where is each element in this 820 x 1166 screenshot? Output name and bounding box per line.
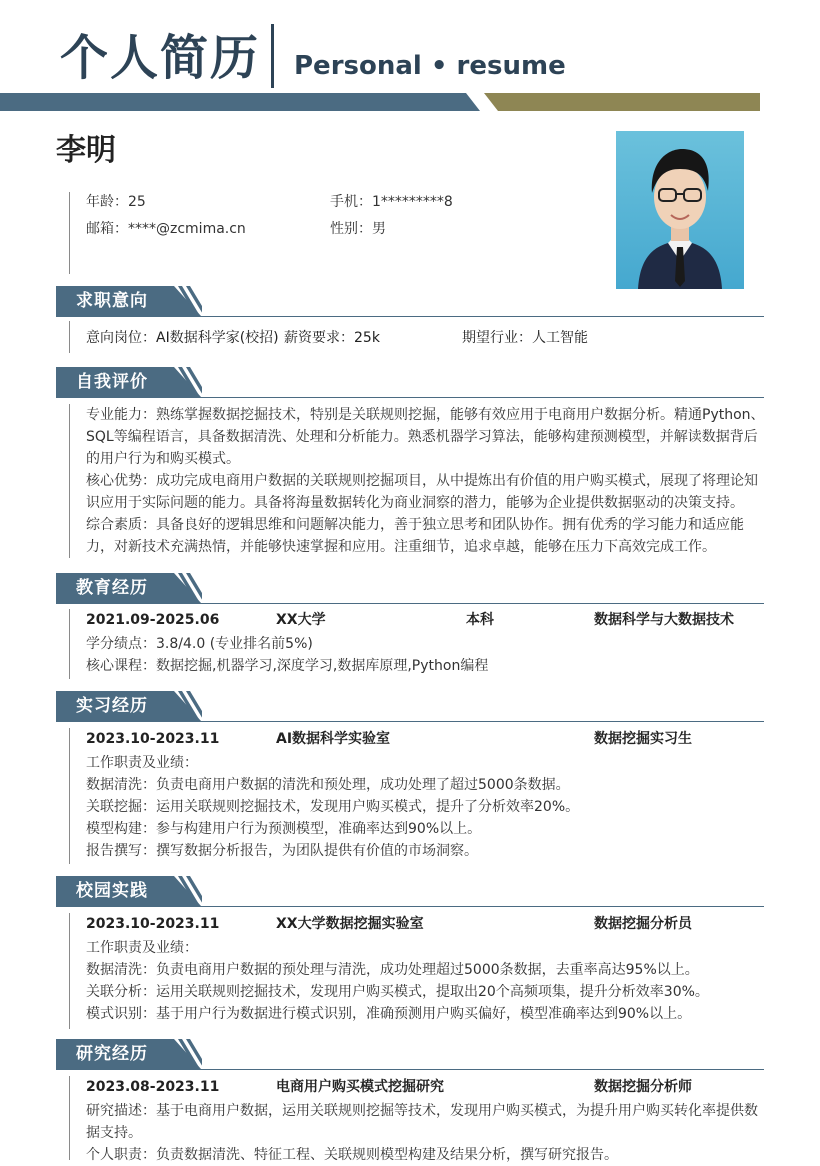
intern-line: 数据清洗：负责电商用户数据的清洗和预处理，成功处理了超过5000条数据。 — [86, 777, 570, 793]
stripes-icon — [152, 1039, 202, 1069]
section-body-internship — [56, 728, 764, 864]
resume-title: 个人简历 — [60, 30, 261, 86]
stripes-icon — [152, 367, 202, 397]
intent-industry: 期望行业：人工智能 — [462, 330, 588, 346]
section-title: 校园实践 — [76, 881, 148, 901]
intern-org: AI数据科学实验室 — [276, 731, 391, 747]
profile-photo — [616, 131, 744, 289]
campus-role: 数据挖掘分析员 — [594, 916, 692, 932]
section-header-research — [56, 1039, 764, 1071]
campus-date: 2023.10-2023.11 — [86, 916, 220, 932]
campus-line: 工作职责及业绩： — [86, 940, 198, 956]
research-line: 个人职责：负责数据清洗、特征工程、关联规则模型构建及结果分析，撰写研究报告。 — [86, 1147, 618, 1163]
stripes-icon — [152, 691, 202, 721]
section-body-self-eval — [56, 404, 764, 558]
section-header-education — [56, 573, 764, 605]
research-project: 电商用户购买模式挖掘研究 — [276, 1079, 444, 1095]
section-title: 实习经历 — [76, 696, 148, 716]
intent-salary: 薪资要求：25k — [284, 330, 380, 346]
intern-line: 工作职责及业绩： — [86, 755, 198, 771]
section-body-campus — [56, 913, 764, 1029]
edu-major: 数据科学与大数据技术 — [594, 612, 734, 628]
age-field: 年龄：25 — [86, 194, 146, 210]
intent-position: 意向岗位：AI数据科学家(校招) — [86, 330, 279, 346]
intern-date: 2023.10-2023.11 — [86, 731, 220, 747]
section-header-campus — [56, 876, 764, 908]
stripes-icon — [152, 573, 202, 603]
section-body-intent — [56, 327, 764, 351]
edu-degree: 本科 — [466, 612, 494, 628]
section-title: 求职意向 — [76, 291, 148, 311]
portrait-icon — [616, 131, 744, 289]
intern-line: 模型构建：参与构建用户行为预测模型，准确率达到90%以上。 — [86, 821, 482, 837]
section-title: 自我评价 — [76, 372, 148, 392]
section-header-self-eval — [56, 367, 764, 399]
self-eval-paragraph: 核心优势：成功完成电商用户数据的关联规则挖掘项目，从中提炼出有价值的用户购买模式，展现了将理论知识应用于实际问题的能力。具备将海量数据转化为商业洞察的潜力，能够为企业提供数据驱动的决策支持。 — [86, 473, 758, 511]
header-bar-gold — [484, 93, 760, 111]
email-field: 邮箱：****@zcmima.cn — [86, 221, 246, 237]
section-body-research — [56, 1076, 764, 1163]
campus-org: XX大学数据挖掘实验室 — [276, 916, 424, 932]
candidate-name: 李明 — [56, 133, 116, 168]
edu-line: 学分绩点：3.8/4.0 (专业排名前5%) — [86, 636, 313, 652]
title-divider — [271, 24, 274, 88]
edu-date: 2021.09-2025.06 — [86, 612, 220, 628]
campus-line: 关联分析：运用关联规则挖掘技术，发现用户购买模式，提取出20个高频项集，提升分析效率30%。 — [86, 984, 709, 1000]
campus-line: 模式识别：基于用户行为数据进行模式识别，准确预测用户购买偏好，模型准确率达到90%以上。 — [86, 1006, 692, 1022]
edu-line: 核心课程：数据挖掘,机器学习,深度学习,数据库原理,Python编程 — [86, 658, 489, 674]
research-date: 2023.08-2023.11 — [86, 1079, 220, 1095]
section-header-intent — [56, 286, 764, 318]
intern-role: 数据挖掘实习生 — [594, 731, 692, 747]
section-header-internship — [56, 691, 764, 723]
campus-line: 数据清洗：负责电商用户数据的预处理与清洗，成功处理超过5000条数据，去重率高达95%以上。 — [86, 962, 699, 978]
intern-line: 关联挖掘：运用关联规则挖掘技术，发现用户购买模式，提升了分析效率20%。 — [86, 799, 580, 815]
resume-subtitle: Personal • resume — [294, 51, 566, 81]
info-divider — [69, 192, 70, 274]
header-bar-blue — [0, 93, 480, 111]
research-line: 研究描述：基于电商用户数据，运用关联规则挖掘等技术，发现用户购买模式，为提升用户购买转化率提供数据支持。 — [86, 1103, 758, 1141]
edu-school: XX大学 — [276, 612, 326, 628]
section-body-education — [56, 609, 764, 679]
gender-field: 性别：男 — [330, 221, 386, 237]
self-eval-paragraph: 专业能力：熟练掌握数据挖掘技术，特别是关联规则挖掘，能够有效应用于电商用户数据分析。精通Python、SQL等编程语言，具备数据清洗、处理和分析能力。熟悉机器学习算法，能够构建预测模型，并解读数据背后的用户行为和购买模式。 — [86, 407, 765, 467]
phone-field: 手机：1*********8 — [330, 194, 453, 210]
section-title: 研究经历 — [76, 1044, 148, 1064]
intern-line: 报告撰写：撰写数据分析报告，为团队提供有价值的市场洞察。 — [86, 843, 478, 859]
section-title: 教育经历 — [76, 578, 148, 598]
stripes-icon — [152, 876, 202, 906]
self-eval-paragraph: 综合素质：具备良好的逻辑思维和问题解决能力，善于独立思考和团队协作。拥有优秀的学习能力和适应能力，对新技术充满热情，并能够快速掌握和应用。注重细节，追求卓越，能够在压力下高效完成工作。 — [86, 517, 744, 555]
stripes-icon — [152, 286, 202, 316]
research-role: 数据挖掘分析师 — [594, 1079, 692, 1095]
